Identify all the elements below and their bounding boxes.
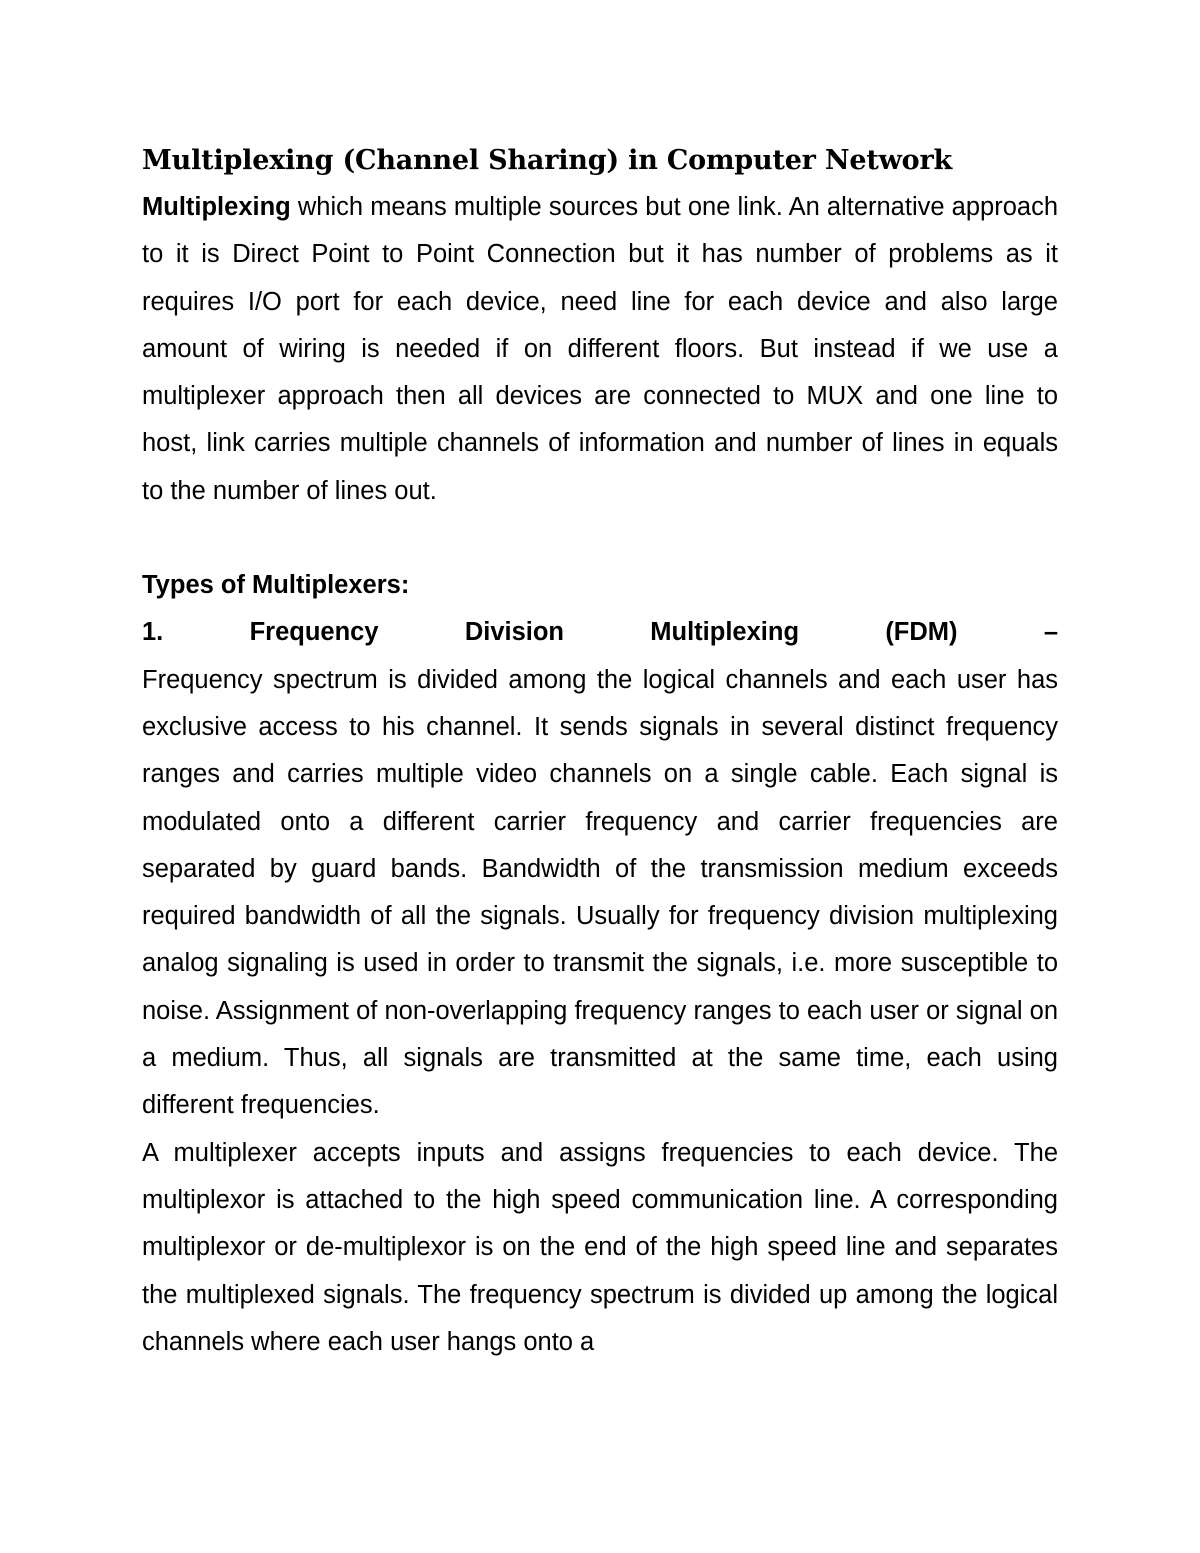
fdm-paragraph-2: A multiplexer accepts inputs and assigns frequencies to each device. The multiplexor is attached to the high speed communication line. A corresponding multiplexor or de-multiplexor is on the end of the high speed line and separates the multiplexed signals. The frequency spectrum is divided up among the logical channels where each user hangs onto a xyxy=(142,1138,1058,1356)
fdm-heading-number: 1. xyxy=(142,618,164,647)
types-heading: Types of Multiplexers: xyxy=(142,571,410,600)
paragraph-spacer xyxy=(142,515,1058,562)
fdm-heading-abbreviation: (FDM) xyxy=(885,618,958,647)
fdm-heading xyxy=(142,609,1058,656)
fdm-heading-word-division: Division xyxy=(464,618,564,647)
intro-paragraph xyxy=(142,184,1058,515)
page-title: Multiplexing (Channel Sharing) in Computer Network xyxy=(142,145,953,176)
intro-lead-term: Multiplexing xyxy=(142,193,291,221)
document-body xyxy=(142,138,1058,1366)
fdm-heading-word-frequency: Frequency xyxy=(249,618,379,647)
fdm-heading-dash: – xyxy=(1043,618,1058,647)
fdm-heading-word-multiplexing: Multiplexing xyxy=(650,618,800,647)
fdm-paragraph-1: Frequency spectrum is divided among the logical channels and each user has exclusive access to his channel. It sends signals in several distinct frequency ranges and carries multiple video channels on a single cable. Each signal is modulated onto a different carrier frequency and carrier frequencies are separated by guard bands. Bandwidth of the transmission medium exceeds required bandwidth of all the signals. Usually for frequency division multiplexing analog signaling is used in order to transmit the signals, i.e. more susceptible to noise. Assignment of non-overlapping frequency ranges to each user or signal on a medium. Thus, all signals are transmitted at the same time, each using different frequencies. xyxy=(142,665,1058,1120)
intro-text: which means multiple sources but one link. An alternative approach to it is Direct Point to Point Connection but it has number of problems as it requires I/O port for each device, need line for each device and also large amount of wiring is needed if on different floors. But instead if we use a multiplexer approach then all devices are connected to MUX and one line to host, link carries multiple channels of information and number of lines in equals to the number of lines out. xyxy=(142,193,1058,505)
